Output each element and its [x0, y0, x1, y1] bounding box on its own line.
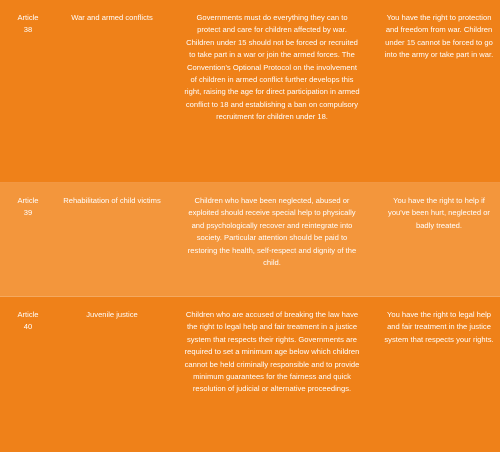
article-number: 39	[23, 208, 33, 218]
article-title: War and armed conflicts	[71, 13, 153, 22]
child-friendly-summary: You have the right to legal help and fair treatment in the justice system that respects your rights.	[384, 310, 494, 344]
table-row	[0, 297, 500, 452]
article-title: Juvenile justice	[86, 310, 138, 319]
table-row	[0, 183, 500, 297]
child-friendly-summary: You have the right to protection and freedom from war. Children under 15 cannot be forced to go into the army or take part in war.	[384, 13, 494, 60]
article-cell	[0, 0, 56, 182]
article-number: 40	[23, 322, 33, 332]
article-detail: Governments must do everything they can to protect and care for children affected by war. Children under 15 should not be forced or recruited to take part in a war or join the armed forces. The Convention's Optional Protocol on the involvement of children in armed conflict further develops this right, raising the age for direct participation in armed conflict to 18 and establishing a ban on compulsory recruitment for children under 18.	[184, 13, 360, 122]
article-cell	[0, 183, 56, 296]
article-label: Article	[17, 13, 39, 22]
article-title: Rehabilitation of child victims	[63, 196, 161, 205]
article-number: 38	[23, 25, 33, 35]
child-friendly-summary: You have the right to help if you've been hurt, neglected or badly treated.	[388, 196, 490, 230]
article-detail: Children who have been neglected, abused or exploited should receive special help to physically and psychologically recover and reintegrate into society. Particular attention should be paid to restoring the health, self-respect and dignity of the child.	[187, 196, 357, 268]
article-cell	[0, 297, 56, 452]
article-label: Article	[17, 196, 39, 205]
article-detail: Children who are accused of breaking the law have the right to legal help and fair treatment in a justice system that respects their rights. Governments are required to set a minimum age below which children cannot be held criminally responsible and to provide minimum guarantees for the fairness and quick resolution of judicial or alternative proceedings.	[184, 310, 360, 394]
article-label: Article	[17, 310, 39, 319]
table-row	[0, 0, 500, 183]
